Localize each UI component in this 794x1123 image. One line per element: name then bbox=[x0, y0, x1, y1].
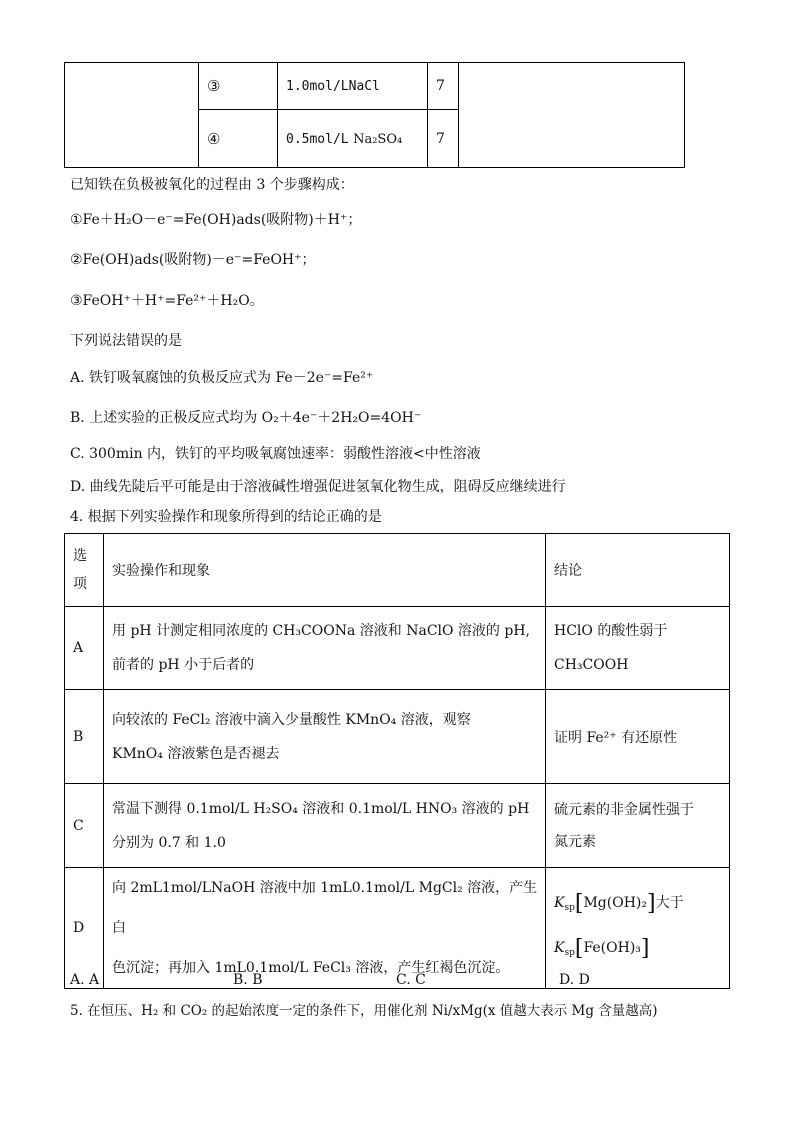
row-conclusion bbox=[546, 868, 730, 989]
q3-prompt: 下列说法错误的是 bbox=[70, 333, 182, 349]
q4-table bbox=[64, 533, 730, 989]
row-operation: 常温下测得 0.1mol/L H₂SO₄ 溶液和 0.1mol/L HNO₃ 溶液的 pH 分别为 0.7 和 1.0 bbox=[104, 784, 546, 868]
table-row bbox=[65, 690, 730, 784]
q4-answer-d: D. D bbox=[559, 972, 590, 988]
top-table-ph: 7 bbox=[428, 110, 459, 168]
row-key: A bbox=[65, 607, 104, 690]
ksp-mg-expression: $K_{sp}[Mg(OH)_2]$大于 bbox=[554, 891, 684, 916]
table-row bbox=[65, 607, 730, 690]
row-conclusion: HClO 的酸性弱于 CH₃COOH bbox=[546, 607, 730, 690]
q4-title: 4. 根据下列实验操作和现象所得到的结论正确的是 bbox=[70, 509, 382, 525]
intro-text: 已知铁在负极被氧化的过程由 3 个步骤构成： bbox=[70, 177, 354, 193]
row-key: C bbox=[65, 784, 104, 868]
header-option: 选 项 bbox=[65, 534, 104, 607]
header-conclusion: 结论 bbox=[546, 534, 730, 607]
q4-answer-a: A. A bbox=[70, 972, 100, 988]
q5-text: 5. 在恒压、H₂ 和 CO₂ 的起始浓度一定的条件下，用催化剂 Ni/xMg(x 值越大表示 Mg 含量越高) bbox=[70, 1003, 658, 1019]
row-operation: 向 2mL1mol/LNaOH 溶液中加 1mL0.1mol/L MgCl₂ 溶液，产生白 色沉淀；再加入 1mL0.1mol/L FeCl₃ 溶液，产生红褐色沉淀。 bbox=[104, 868, 546, 989]
ksp-fe-expression: $K_{sp}[Fe(OH)_3]$ bbox=[554, 936, 650, 961]
top-table-index: ③ bbox=[199, 63, 278, 110]
q4-answer-b: B. B bbox=[233, 972, 263, 988]
header-operation: 实验操作和现象 bbox=[104, 534, 546, 607]
top-table-blank-cell bbox=[65, 63, 199, 168]
row-operation: 向较浓的 FeCl₂ 溶液中滴入少量酸性 KMnO₄ 溶液，观察 KMnO₄ 溶液紫色是否褪去 bbox=[104, 690, 546, 784]
row-conclusion: 证明 Fe²⁺ 有还原性 bbox=[546, 690, 730, 784]
table-row bbox=[65, 868, 730, 989]
top-table-index: ④ bbox=[199, 110, 278, 168]
top-table-solution: 1.0mol/LNaCl bbox=[278, 63, 428, 110]
step-1: ①Fe＋H₂O－e⁻=Fe(OH)ads(吸附物)＋H⁺； bbox=[70, 212, 362, 228]
step-2: ②Fe(OH)ads(吸附物)－e⁻=FeOH⁺； bbox=[70, 252, 316, 268]
row-key: D bbox=[65, 868, 104, 989]
row-conclusion: 硫元素的非金属性强于 氮元素 bbox=[546, 784, 730, 868]
row-operation: 用 pH 计测定相同浓度的 CH₃COONa 溶液和 NaClO 溶液的 pH, 前者的 pH 小于后者的 bbox=[104, 607, 546, 690]
q3-option-d: D. 曲线先陡后平可能是由于溶液碱性增强促进氢氧化物生成，阻碍反应继续进行 bbox=[70, 479, 566, 495]
top-table-solution: 0.5mol/L Na₂SO₄ bbox=[278, 110, 428, 168]
top-table bbox=[64, 62, 685, 168]
q3-option-c: C. 300min 内，铁钉的平均吸氧腐蚀速率：弱酸性溶液<中性溶液 bbox=[70, 446, 481, 462]
q3-option-b: B. 上述实验的正极反应式均为 O₂＋4e⁻＋2H₂O=4OH⁻ bbox=[70, 410, 422, 426]
step-3: ③FeOH⁺＋H⁺=Fe²⁺＋H₂O。 bbox=[70, 293, 264, 309]
table-row bbox=[65, 784, 730, 868]
q4-answer-c: C. C bbox=[396, 972, 426, 988]
top-table-notes-cell bbox=[459, 63, 685, 168]
top-table-ph: 7 bbox=[428, 63, 459, 110]
chem-formula: Na₂SO₄ bbox=[353, 131, 403, 147]
q3-option-a: A. 铁钉吸氧腐蚀的负极反应式为 Fe－2e⁻=Fe²⁺ bbox=[70, 370, 374, 386]
row-key: B bbox=[65, 690, 104, 784]
